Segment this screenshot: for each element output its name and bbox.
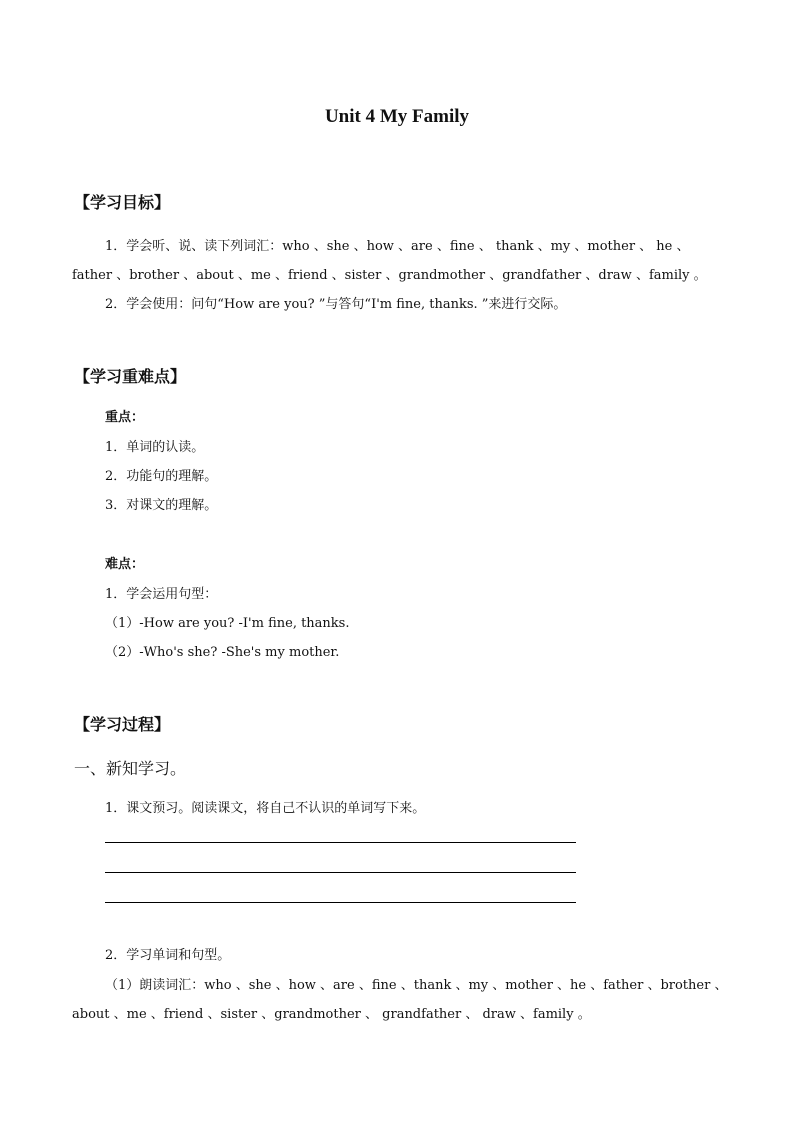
objective-item-1-line-1: 1．学会听、说、读下列词汇：who 、she 、how 、are 、fine 、 thank 、my 、mother 、 he 、: [105, 239, 690, 254]
focus-item-2: 2．功能句的理解。: [105, 469, 218, 484]
objective-item-1-line-2: father 、brother 、about 、me 、friend 、sister 、grandmother 、grandfather 、draw 、family 。: [72, 268, 707, 283]
focus-item-3: 3．对课文的理解。: [105, 498, 218, 513]
dialogue-1: （1）-How are you? -I'm fine, thanks.: [105, 616, 350, 631]
vocab-line-1: （1）朗读词汇：who 、she 、how 、are 、fine 、thank 、my 、mother 、he 、father 、brother 、: [105, 978, 728, 993]
dialogue-2: （2）-Who's she? -She's my mother.: [105, 645, 340, 660]
page-title: Unit 4 My Family: [324, 106, 470, 127]
write-line-3[interactable]: [105, 902, 576, 903]
objective-item-2: 2．学会使用：问句“How are you? ”与答句“I'm fine, thanks. ”来进行交际。: [105, 297, 567, 312]
difficulty-intro: 1．学会运用句型：: [105, 587, 218, 602]
step-2: 2．学习单词和句型。: [105, 948, 231, 963]
section-heading-objectives: 【学习目标】: [74, 193, 171, 212]
write-line-2[interactable]: [105, 872, 576, 873]
section-heading-key-points: 【学习重难点】: [74, 367, 187, 386]
difficulty-label: 难点：: [105, 557, 145, 572]
step-1: 1．课文预习。阅读课文，将自己不认识的单词写下来。: [105, 801, 426, 816]
focus-item-1: 1．单词的认读。: [105, 440, 205, 455]
section-heading-process: 【学习过程】: [74, 715, 171, 734]
write-line-1[interactable]: [105, 842, 576, 843]
part-1-heading: 一、新知学习。: [74, 759, 187, 778]
vocab-line-2: about 、me 、friend 、sister 、grandmother 、 grandfather 、 draw 、family 。: [72, 1007, 591, 1022]
focus-label: 重点：: [105, 410, 145, 425]
